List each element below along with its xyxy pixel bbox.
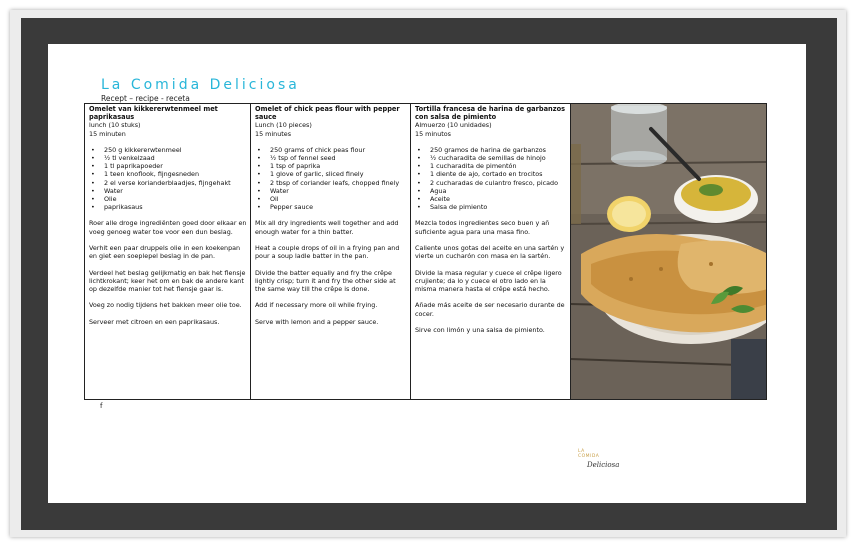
recipe-step: Sirve con limón y una salsa de pimiento. <box>415 326 545 335</box>
ingredient-item: • Agua <box>415 187 567 195</box>
recipe-servings: Almuerzo (10 unidades) <box>415 121 492 130</box>
recipe-step: Divide la masa regular y cuece el crêpe ligero crujiente; da lo y cuece el otro lado en la misma manera hasta el crêpe está hecho. <box>415 268 562 294</box>
recipe-column-dutch <box>85 104 251 399</box>
ingredient-item: • Olie <box>89 195 247 203</box>
ingredient-item: • Pepper sauce <box>255 203 407 211</box>
ingredient-item: • ½ cucharadita de semillas de hinojo <box>415 154 567 162</box>
logo-script: Deliciosa <box>587 461 620 469</box>
document-page <box>48 44 806 503</box>
ingredient-item: • 250 grams of chick peas flour <box>255 146 407 154</box>
ingredient-item: • 2 tbsp of coriander leafs, chopped finely <box>255 179 407 187</box>
document-title: La Comida Deliciosa <box>101 77 300 93</box>
recipe-step: Añade más aceite de ser necesario durante de cocer. <box>415 301 565 318</box>
food-photo-illustration <box>571 104 766 399</box>
footer-mark: f <box>100 402 103 410</box>
recipe-step: Divide the batter equally and fry the crêpe lightly crisp; turn it and fry the other side at the same way till the crêpe is done. <box>255 268 396 294</box>
recipe-step: Add if necessary more oil while frying. <box>255 301 378 310</box>
recipe-column-english <box>251 104 411 399</box>
ingredient-list <box>415 146 567 212</box>
recipe-title: Omelet van kikkererwtenmeel met paprikasaus <box>89 105 218 122</box>
logo-line-1: LA <box>578 449 585 454</box>
logo-line-2: COMIDA <box>578 454 600 459</box>
recipe-step: Serveer met citroen en een paprikasaus. <box>89 317 220 326</box>
document-subtitle: Recept – recipe - receta <box>101 94 190 103</box>
recipe-title: Omelet of chick peas flour with pepper sauce <box>255 105 400 122</box>
ingredient-item: • Water <box>255 187 407 195</box>
ingredient-item: • 1 cucharadita de pimentón <box>415 162 567 170</box>
recipe-servings: Lunch (10 pieces) <box>255 121 312 130</box>
ingredient-item: • 1 teen knoflook, fijngesneden <box>89 170 247 178</box>
recipe-title: Tortilla francesa de harina de garbanzos con salsa de pimiento <box>415 105 566 122</box>
recipe-step: Caliente unos gotas del aceite en una sartén y vierte un cucharón con masa en la sartén. <box>415 244 565 261</box>
ingredient-item: • ½ tl venkelzaad <box>89 154 247 162</box>
ingredient-item: • 2 cucharadas de culantro fresco, picado <box>415 179 567 187</box>
ingredient-item: • 2 el verse korianderblaadjes, fijngehakt <box>89 179 247 187</box>
ingredient-item: • 1 glove of garlic, sliced finely <box>255 170 407 178</box>
ingredient-item: • Oil <box>255 195 407 203</box>
ingredient-item: • 250 gramos de harina de garbanzos <box>415 146 567 154</box>
recipe-step: Voeg zo nodig tijdens het bakken meer olie toe. <box>89 301 242 310</box>
ingredient-list <box>89 146 247 212</box>
ingredient-item: • Water <box>89 187 247 195</box>
recipe-time: 15 minuten <box>89 129 126 138</box>
ingredient-item: • Aceite <box>415 195 567 203</box>
ingredient-item: • paprikasaus <box>89 203 247 211</box>
logo-text <box>578 449 599 459</box>
ingredient-list <box>255 146 407 212</box>
ingredient-item: • ½ tsp of fennel seed <box>255 154 407 162</box>
recipe-step: Heat a couple drops of oil in a frying pan and pour a soup ladle batter in the pan. <box>255 244 400 261</box>
recipe-step: Mix all dry ingredients well together and add enough water for a thin batter. <box>255 219 399 236</box>
ingredient-item: • Salsa de pimiento <box>415 203 567 211</box>
ingredient-item: • 250 g kikkererwtenmeel <box>89 146 247 154</box>
recipe-step: Serve with lemon and a pepper sauce. <box>255 317 379 326</box>
food-photo <box>571 104 766 399</box>
recipe-step: Verdeel het beslag gelijkmatig en bak het flensje lichtkrokant; keer het om en bak de andere kant op dezelfde manier tot het flensje gaar is. <box>89 268 246 294</box>
recipe-table <box>84 103 767 400</box>
recipe-step: Mezcla todos ingredientes seco buen y añ suficiente agua para una masa fino. <box>415 219 550 236</box>
recipe-step: Verhit een paar druppels olie in een koekenpan en giet een soeplepel beslag in de pan. <box>89 244 241 261</box>
recipe-servings: lunch (10 stuks) <box>89 121 141 130</box>
recipe-column-spanish <box>411 104 571 399</box>
ingredient-item: • 1 tl paprikapoeder <box>89 162 247 170</box>
brand-logo <box>578 449 626 479</box>
recipe-step: Roer alle droge ingrediënten goed door elkaar en voeg genoeg water toe voor een dun beslag. <box>89 219 247 236</box>
recipe-time: 15 minutos <box>415 129 452 138</box>
ingredient-item: • 1 tsp of paprika <box>255 162 407 170</box>
recipe-time: 15 minutes <box>255 129 292 138</box>
ingredient-item: • 1 diente de ajo, cortado en trocitos <box>415 170 567 178</box>
